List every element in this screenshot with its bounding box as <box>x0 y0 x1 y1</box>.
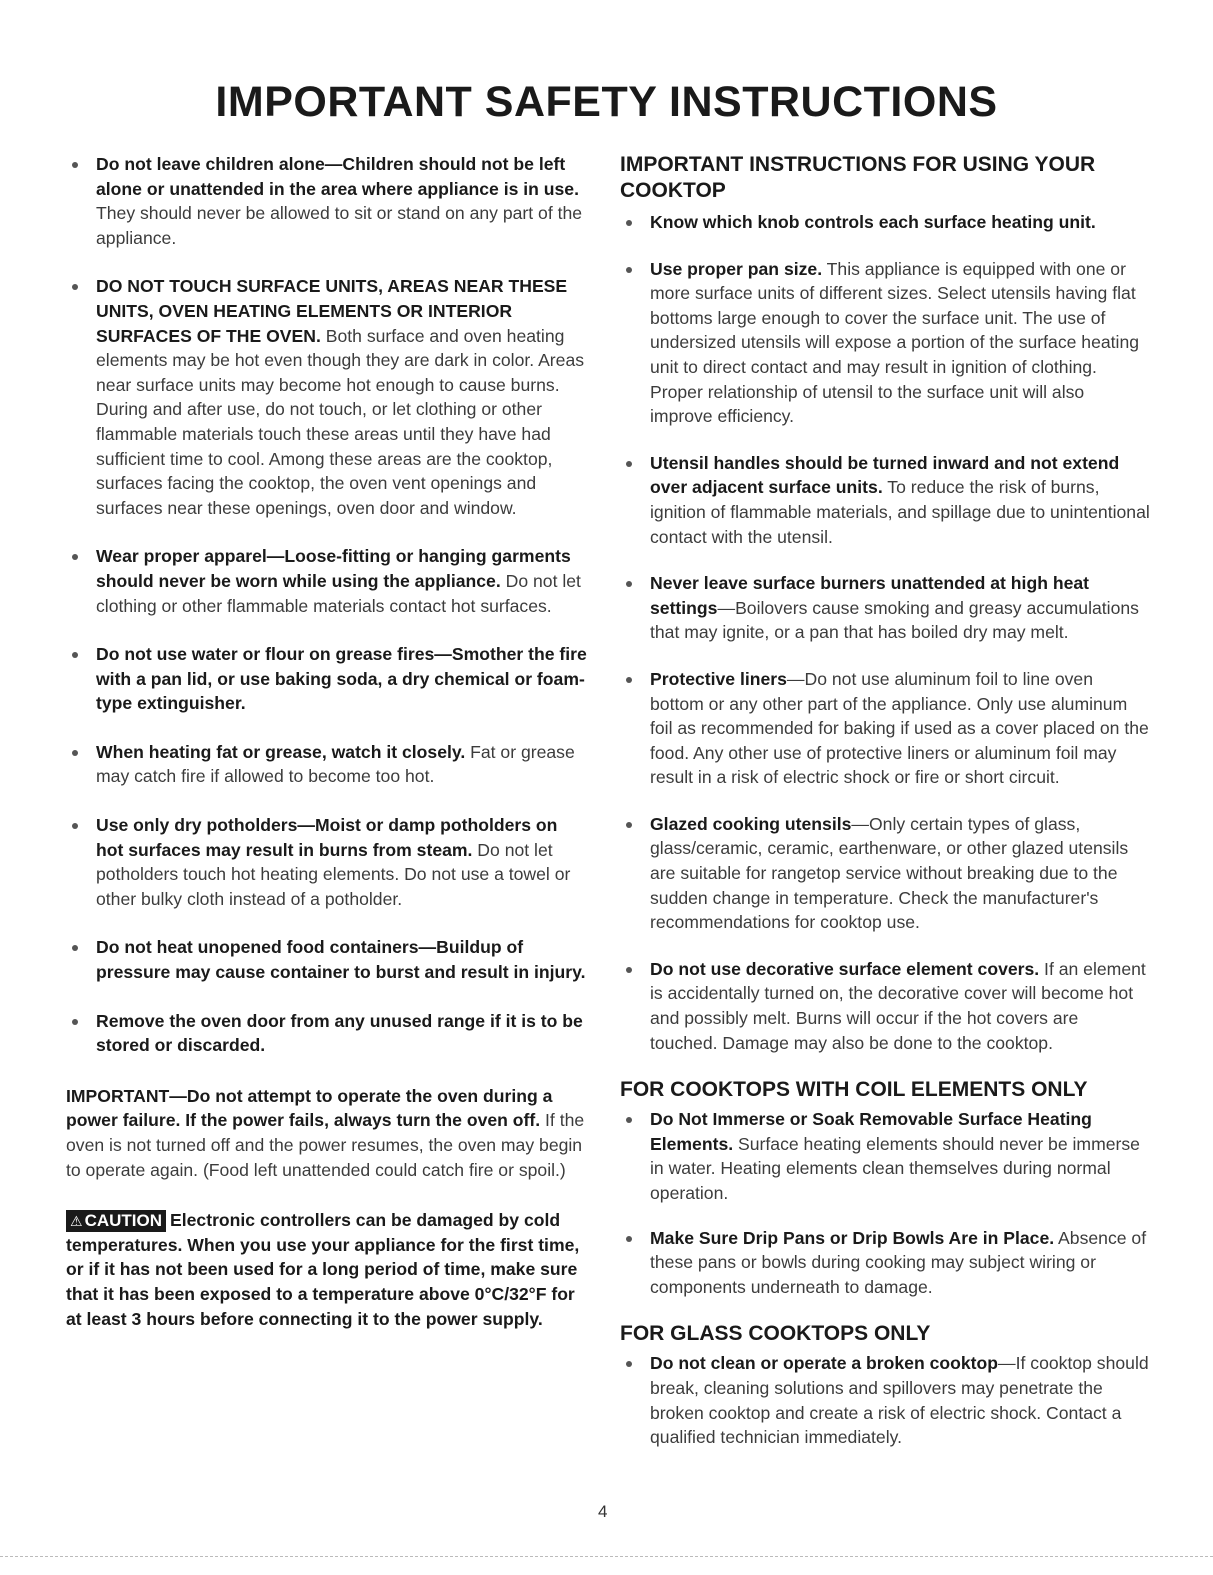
item-heading: Utensil handles should be turned inward and not extend over adjacent surface units. <box>650 452 1120 498</box>
bullet-icon <box>626 967 632 973</box>
item-heading: Never leave surface burners unattended at high heat settings <box>650 573 1090 618</box>
item-heading: Do not use water or flour on grease fires—Smother the fire with a pan lid, or use baking soda, a dry chemical or foam-type extinguisher. <box>96 644 587 714</box>
important-heading: IMPORTANT—Do not attempt to operate the oven during a power failure. If the power fails, always turn the oven off. <box>66 1085 553 1131</box>
list-item <box>66 1009 588 1058</box>
left-column <box>66 152 588 1331</box>
bullet-icon <box>626 677 632 683</box>
item-text: Fat or grease may catch fire if allowed to become too hot. <box>96 741 575 787</box>
list-item <box>620 1107 1150 1205</box>
list-item <box>620 667 1150 790</box>
bullet-icon <box>626 267 632 273</box>
list-item <box>66 642 588 716</box>
important-note <box>66 1084 588 1182</box>
bullet-icon <box>626 220 632 226</box>
list-item <box>66 935 588 984</box>
bullet-icon <box>72 1019 78 1025</box>
list-item <box>620 571 1150 645</box>
item-text: —If cooktop should break, cleaning solutions and spillovers may penetrate the broken cooktop and create a risk of electric shock. Contact a qualified technician immediately. <box>650 1353 1149 1448</box>
bullet-icon <box>72 284 78 290</box>
caution-text: Electronic controllers can be damaged by cold temperatures. When you use your appliance for the first time, or if it has not been used for a long period of time, make sure that it has been exposed to a temperature above 0°C/32°F for at least 3 hours before connecting it to the power supply. <box>66 1210 580 1329</box>
warning-icon: ⚠ <box>70 1213 83 1230</box>
bullet-icon <box>72 554 78 560</box>
bullet-icon <box>626 581 632 587</box>
item-text: If an element is accidentally turned on, the decorative cover will become hot and possibly melt. Burns will occur if the hot covers are touched. Damage may also be done to the cooktop. <box>650 958 1146 1053</box>
item-heading: Use proper pan size. <box>650 258 823 279</box>
caution-label: CAUTION <box>84 1211 163 1231</box>
bullet-icon <box>72 750 78 756</box>
item-heading: Do not use decorative surface element covers. <box>650 958 1040 979</box>
item-text: —Boilovers cause smoking and greasy accumulations that may ignite, or a pan that has boiled dry may melt. <box>650 597 1139 643</box>
list-item <box>620 257 1150 429</box>
item-heading: When heating fat or grease, watch it closely. <box>96 741 466 762</box>
bullet-icon <box>626 1361 632 1367</box>
item-text: To reduce the risk of burns, ignition of flammable materials, and spillage due to unintentional contact with the utensil. <box>650 477 1150 547</box>
item-text: This appliance is equipped with one or more surface units of different sizes. Select utensils having flat bottoms large enough to cover the surface unit. The use of undersized utensils will expose a portion of the surface heating unit to direct contact and may result in ignition of clothing. Proper relationship of utensil to the surface unit will also improve efficiency. <box>650 258 1140 427</box>
right-column <box>620 152 1150 1450</box>
caution-note <box>66 1208 588 1331</box>
list-item <box>66 152 588 250</box>
page-title: IMPORTANT SAFETY INSTRUCTIONS <box>215 78 998 126</box>
item-heading: Glazed cooking utensils <box>650 813 852 834</box>
item-heading: Use only dry potholders—Moist or damp potholders on hot surfaces may result in burns from steam. <box>96 815 558 860</box>
item-text: Surface heating elements should never be immerse in water. Heating elements clean themselves during normal operation. <box>650 1133 1140 1203</box>
item-heading: Know which knob controls each surface heating unit. <box>650 212 1096 232</box>
bullet-icon <box>72 823 78 829</box>
item-heading: Do Not Immerse or Soak Removable Surface Heating Elements. <box>650 1109 1092 1154</box>
item-heading: Do not clean or operate a broken cooktop <box>650 1353 999 1374</box>
item-heading: Do not leave children alone—Children should not be left alone or unattended in the area where appliance is in use. <box>96 154 579 199</box>
item-text: —Do not use aluminum foil to line oven bottom or any other part of the appliance. Only use aluminum foil as recommended for baking if used as a cover placed on the food. Any other use of protective liners or aluminum foil may result in a risk of electric shock or fire or short circuit. <box>650 668 1149 788</box>
bullet-icon <box>72 652 78 658</box>
item-text: Absence of these pans or bowls during cooking may subject wiring or components underneath to damage. <box>650 1227 1147 1297</box>
list-item <box>66 274 588 520</box>
item-text: Do not let clothing or other flammable materials contact hot surfaces. <box>96 570 581 616</box>
item-text: —Only certain types of glass, glass/ceramic, ceramic, earthenware, or other glazed utensils are suitable for rangetop service without breaking due to the sudden change in temperature. Check the manufacturer's recommendations for cooktop use. <box>650 813 1129 933</box>
item-text: Do not let potholders touch hot heating elements. Do not use a towel or other bulky cloth instead of a potholder. <box>96 839 571 909</box>
item-heading: DO NOT TOUCH SURFACE UNITS, AREAS NEAR THESE UNITS, OVEN HEATING ELEMENTS OR INTERIOR SURFACES OF THE OVEN. <box>96 276 568 346</box>
bullet-icon <box>72 945 78 951</box>
footer-divider <box>0 1556 1213 1557</box>
bullet-icon <box>626 1236 632 1242</box>
item-heading: Make Sure Drip Pans or Drip Bowls Are in Place. <box>650 1227 1055 1248</box>
item-heading: Do not heat unopened food containers—Buildup of pressure may cause container to burst and result in injury. <box>96 937 586 983</box>
bullet-icon <box>72 162 78 168</box>
list-item <box>620 1226 1150 1300</box>
list-item <box>66 740 588 789</box>
list-item <box>620 957 1150 1055</box>
section-heading-glass-cooktops: FOR GLASS COOKTOPS ONLY <box>620 1322 931 1346</box>
item-text: They should never be allowed to sit or stand on any part of the appliance. <box>96 203 583 248</box>
bullet-icon <box>626 461 632 467</box>
list-item <box>66 544 588 618</box>
bullet-icon <box>626 1117 632 1123</box>
list-item <box>620 812 1150 935</box>
bullet-icon <box>626 822 632 828</box>
item-heading: Wear proper apparel—Loose-fitting or hanging garments should never be worn while using the appliance. <box>96 546 571 591</box>
list-item <box>66 813 588 911</box>
list-item <box>620 1351 1150 1449</box>
section-heading-using-cooktop: IMPORTANT INSTRUCTIONS FOR USING YOUR COOKTOP <box>620 153 1096 202</box>
list-item <box>620 210 1150 235</box>
item-heading: Protective liners <box>650 668 787 689</box>
list-item <box>620 451 1150 549</box>
page-number: 4 <box>598 1502 608 1521</box>
item-heading: Remove the oven door from any unused range if it is to be stored or discarded. <box>96 1010 583 1056</box>
caution-badge <box>66 1210 166 1232</box>
item-text: Both surface and oven heating elements may be hot even though they are dark in color. Areas near surface units may become hot enough to cause burns. During and after use, do not touch, or let clothing or other flammable materials touch these areas until they have had sufficient time to cool. Among these areas are the cooktop, surfaces facing the cooktop, the oven vent openings and surfaces near these openings, oven door and window. <box>96 325 585 518</box>
important-text: If the oven is not turned off and the power resumes, the oven may begin to operate again. (Food left unattended could catch fire or spoil.) <box>66 1110 585 1180</box>
section-heading-coil-elements: FOR COOKTOPS WITH COIL ELEMENTS ONLY <box>620 1078 1088 1102</box>
